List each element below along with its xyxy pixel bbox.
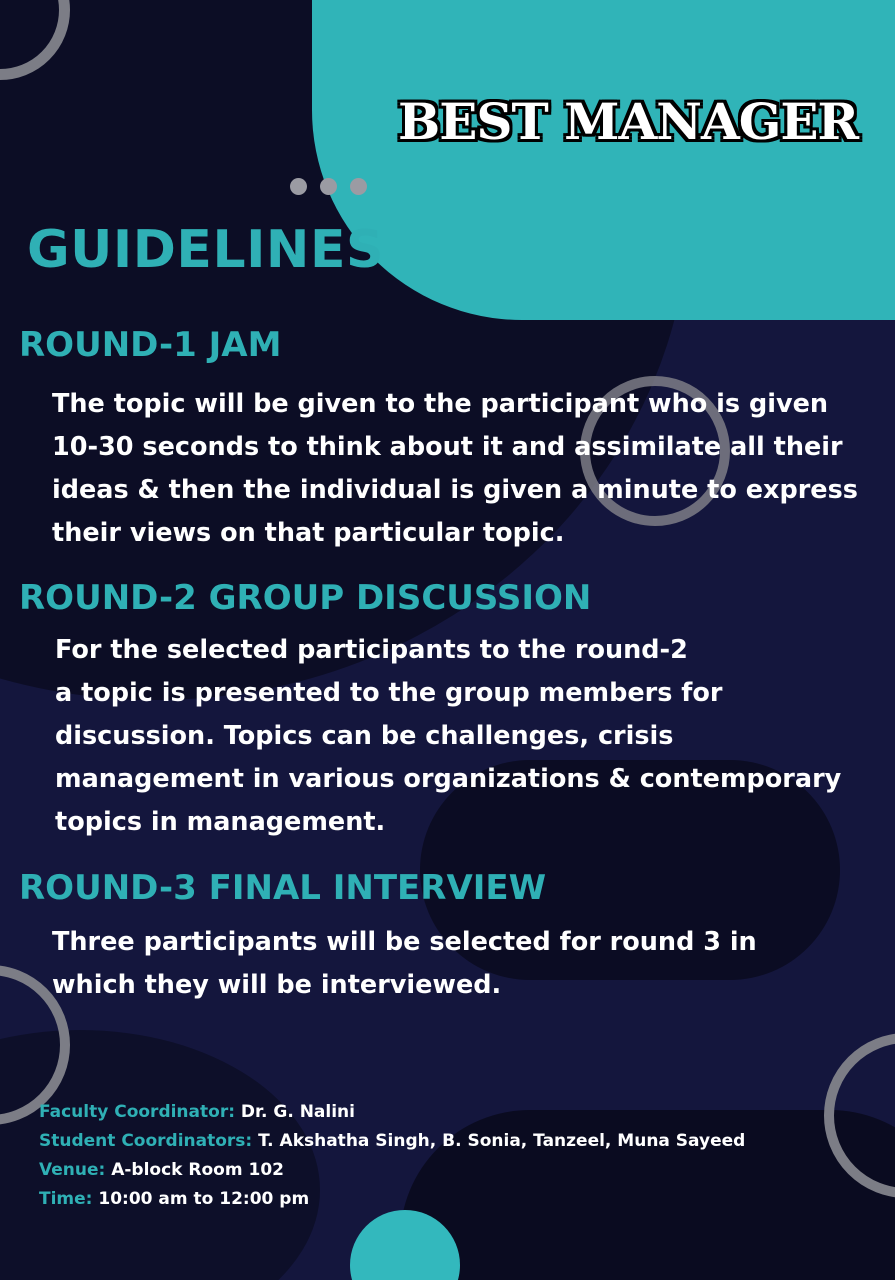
- round-2-title: ROUND-2 GROUP DISCUSSION: [19, 578, 592, 618]
- text-line: ideas & then the individual is given a minute to express: [52, 475, 858, 505]
- round-2-description: [55, 629, 885, 844]
- round-1-description: [52, 383, 882, 555]
- dot-decoration: [290, 178, 307, 195]
- text-line: 10-30 seconds to think about it and assimilate all their: [52, 432, 843, 462]
- text-line: topics in management.: [55, 807, 386, 837]
- info-value: A-block Room 102: [111, 1160, 284, 1180]
- info-label: Venue:: [39, 1160, 106, 1180]
- text-line: which they will be interviewed.: [52, 970, 502, 1000]
- text-line: For the selected participants to the round-2: [55, 635, 688, 665]
- info-value: T. Akshatha Singh, B. Sonia, Tanzeel, Muna Sayeed: [258, 1131, 746, 1151]
- info-label: Student Coordinators:: [39, 1131, 253, 1151]
- event-title: BEST MANAGER: [398, 92, 859, 151]
- text-line: Three participants will be selected for round 3 in: [52, 927, 757, 957]
- student-coordinators: [39, 1127, 745, 1156]
- info-label: Time:: [39, 1189, 93, 1209]
- text-line: a topic is presented to the group members for: [55, 678, 723, 708]
- text-line: The topic will be given to the participant who is given: [52, 389, 829, 419]
- round-3-title: ROUND-3 FINAL INTERVIEW: [19, 868, 547, 908]
- dot-decoration: [320, 178, 337, 195]
- text-line: management in various organizations & contemporary: [55, 764, 842, 794]
- round-3-description: [52, 921, 882, 1007]
- info-value: Dr. G. Nalini: [240, 1102, 355, 1122]
- faculty-coordinator: [39, 1098, 745, 1127]
- event-info: [39, 1098, 745, 1214]
- info-label: Faculty Coordinator:: [39, 1102, 235, 1122]
- section-heading: GUIDELINES: [27, 220, 384, 280]
- round-1-title: ROUND-1 JAM: [19, 325, 282, 365]
- teal-header-shape: [312, 0, 895, 320]
- time: [39, 1185, 745, 1214]
- dot-decoration: [350, 178, 367, 195]
- info-value: 10:00 am to 12:00 pm: [98, 1189, 310, 1209]
- venue: [39, 1156, 745, 1185]
- text-line: discussion. Topics can be challenges, crisis: [55, 721, 674, 751]
- text-line: their views on that particular topic.: [52, 518, 565, 548]
